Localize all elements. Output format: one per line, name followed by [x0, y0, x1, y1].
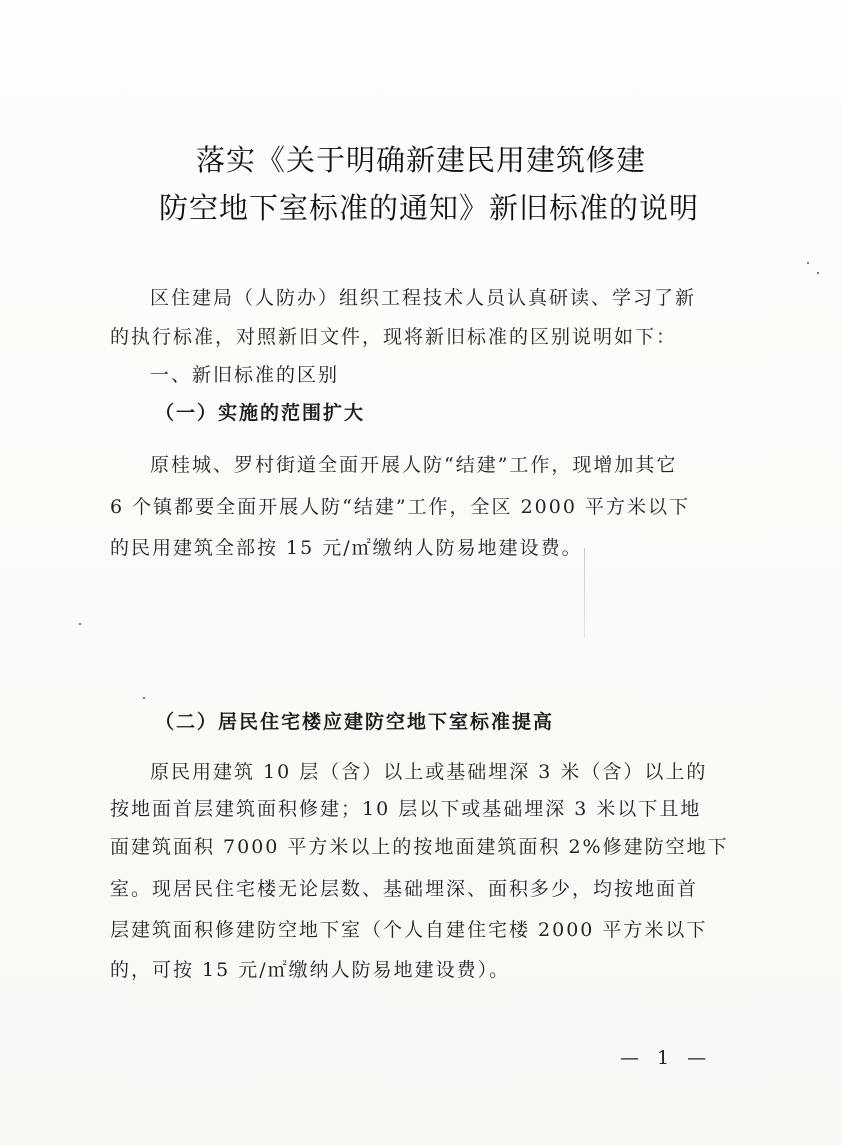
subsection-2-heading: （二）居民住宅楼应建防空地下室标准提高: [155, 711, 555, 733]
subsection-2-line-6: 的，可按 15 元/㎡缴纳人防易地建设费）。: [110, 959, 511, 981]
subsection-2-line-5: 层建筑面积修建防空地下室（个人自建住宅楼 2000 平方米以下: [110, 919, 708, 941]
scan-speck: [807, 262, 809, 264]
scan-artifact-line: [584, 548, 585, 638]
scan-speck: [817, 272, 819, 274]
subsection-2-line-3: 面建筑面积 7000 平方米以上的按地面建筑面积 2%修建防空地下: [110, 836, 729, 858]
section-1-heading: 一、新旧标准的区别: [150, 364, 340, 386]
subsection-1-heading: （一）实施的范围扩大: [155, 402, 366, 424]
subsection-1-line-2: 6 个镇都要全面开展人防“结建”工作，全区 2000 平方米以下: [110, 496, 690, 518]
subsection-2-line-4: 室。现居民住宅楼无论层数、基础埋深、面积多少，均按地面首: [110, 878, 699, 900]
page-number: — 1 —: [620, 1047, 713, 1069]
intro-paragraph-line-2: 的执行标准，对照新旧文件，现将新旧标准的区别说明如下：: [110, 326, 678, 348]
intro-paragraph-line-1: 区住建局（人防办）组织工程技术人员认真研读、学习了新: [150, 287, 697, 309]
subsection-1-line-1: 原桂城、罗村街道全面开展人防“结建”工作，现增加其它: [150, 454, 678, 476]
scan-speck: [143, 697, 145, 699]
document-title-line-2: 防空地下室标准的通知》新旧标准的说明: [158, 191, 699, 225]
subsection-2-line-2: 按地面首层建筑面积修建；10 层以下或基础埋深 3 米以下且地: [110, 798, 702, 820]
subsection-1-line-3: 的民用建筑全部按 15 元/㎡缴纳人防易地建设费。: [110, 537, 583, 559]
scan-speck: [79, 623, 81, 625]
subsection-2-line-1: 原民用建筑 10 层（含）以上或基础埋深 3 米（含）以上的: [150, 761, 708, 783]
document-title-line-1: 落实《关于明确新建民用建筑修建: [195, 143, 646, 177]
